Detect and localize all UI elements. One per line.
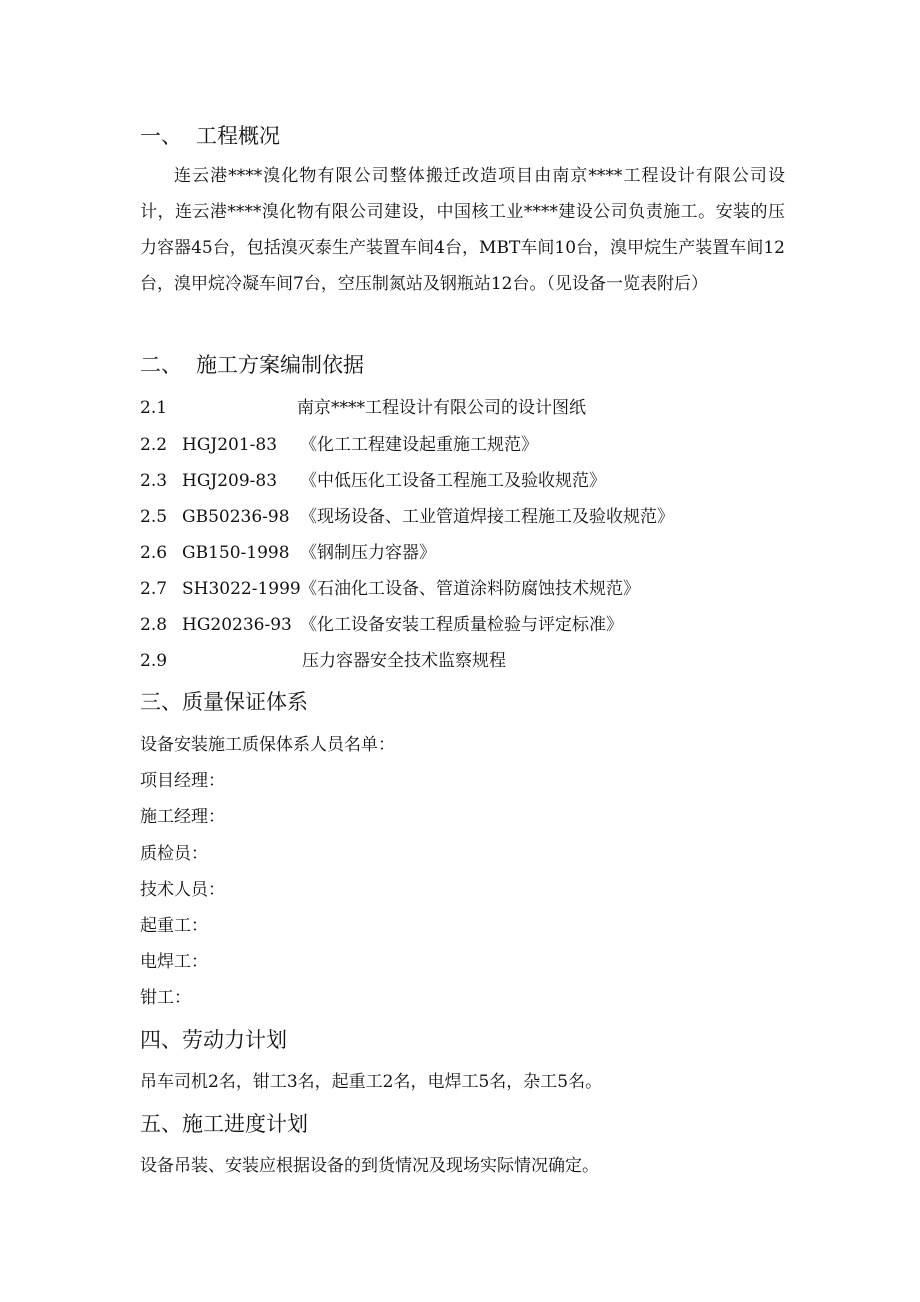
ref-title: 《化工工程建设起重施工规范》: [300, 435, 538, 455]
ref-number: 2.5: [140, 507, 168, 527]
ref-number: 2.9: [140, 651, 168, 671]
ref-code: SH3022-1999: [182, 579, 301, 599]
ref-code: GB50236-98: [182, 507, 290, 527]
section3-intro: 设备安装施工质保体系人员名单：: [140, 735, 395, 755]
section1-title: 工程概况: [196, 124, 280, 148]
role-label: 电焊工：: [140, 952, 208, 972]
section5-text: 设备吊装、安装应根据设备的到货情况及现场实际情况确定。: [140, 1156, 599, 1176]
role-label: 项目经理：: [140, 771, 225, 791]
ref-number: 2.3: [140, 471, 168, 491]
ref-number: 2.1: [140, 398, 168, 418]
section1-heading: [140, 121, 280, 151]
ref-title: 压力容器安全技术监察规程: [302, 651, 506, 671]
section4-heading: 四、劳动力计划: [140, 1028, 287, 1052]
ref-title: 《化工设备安装工程质量检验与评定标准》: [300, 615, 623, 635]
role-label: 施工经理：: [140, 807, 225, 827]
role-label: 钳工：: [140, 988, 191, 1008]
section2-heading: [140, 350, 364, 380]
ref-number: 2.6: [140, 543, 168, 563]
ref-number: 2.7: [140, 579, 168, 599]
section5-heading: 五、施工进度计划: [140, 1112, 308, 1136]
ref-code: HGJ209-83: [182, 471, 278, 491]
section2-title: 施工方案编制依据: [196, 353, 364, 377]
section1-paragraph: 连云港****溴化物有限公司整体搬迁改造项目由南京****工程设计有限公司设计，连云港****溴化物有限公司建设，中国核工业****建设公司负责施工。安装的压力容器45台，包括溴灭泰生产装置车间4台，MBT车间10台，溴甲烷生产装置车间12台，溴甲烷冷凝车间7台，空压制氮站及钢瓶站12台。（见设备一览表附后）: [140, 166, 785, 294]
section4-text: 吊车司机2名，钳工3名，起重工2名，电焊工5名，杂工5名。: [140, 1072, 603, 1092]
ref-title: 《石油化工设备、管道涂料防腐蚀技术规范》: [300, 579, 640, 599]
ref-number: 2.8: [140, 615, 168, 635]
section1-number: 一、: [140, 124, 182, 148]
section3-heading: 三、质量保证体系: [140, 690, 308, 714]
role-label: 技术人员：: [140, 880, 225, 900]
ref-title: 《现场设备、工业管道焊接工程施工及验收规范》: [300, 507, 674, 527]
ref-number: 2.2: [140, 435, 168, 455]
role-label: 起重工：: [140, 916, 208, 936]
ref-code: GB150-1998: [182, 543, 290, 563]
role-label: 质检员：: [140, 844, 208, 864]
ref-title: 《中低压化工设备工程施工及验收规范》: [300, 471, 606, 491]
ref-title: 南京****工程设计有限公司的设计图纸: [297, 398, 586, 418]
ref-title: 《钢制压力容器》: [300, 543, 436, 563]
ref-code: HG20236-93: [182, 615, 292, 635]
section2-number: 二、: [140, 353, 182, 377]
ref-code: HGJ201-83: [182, 435, 278, 455]
